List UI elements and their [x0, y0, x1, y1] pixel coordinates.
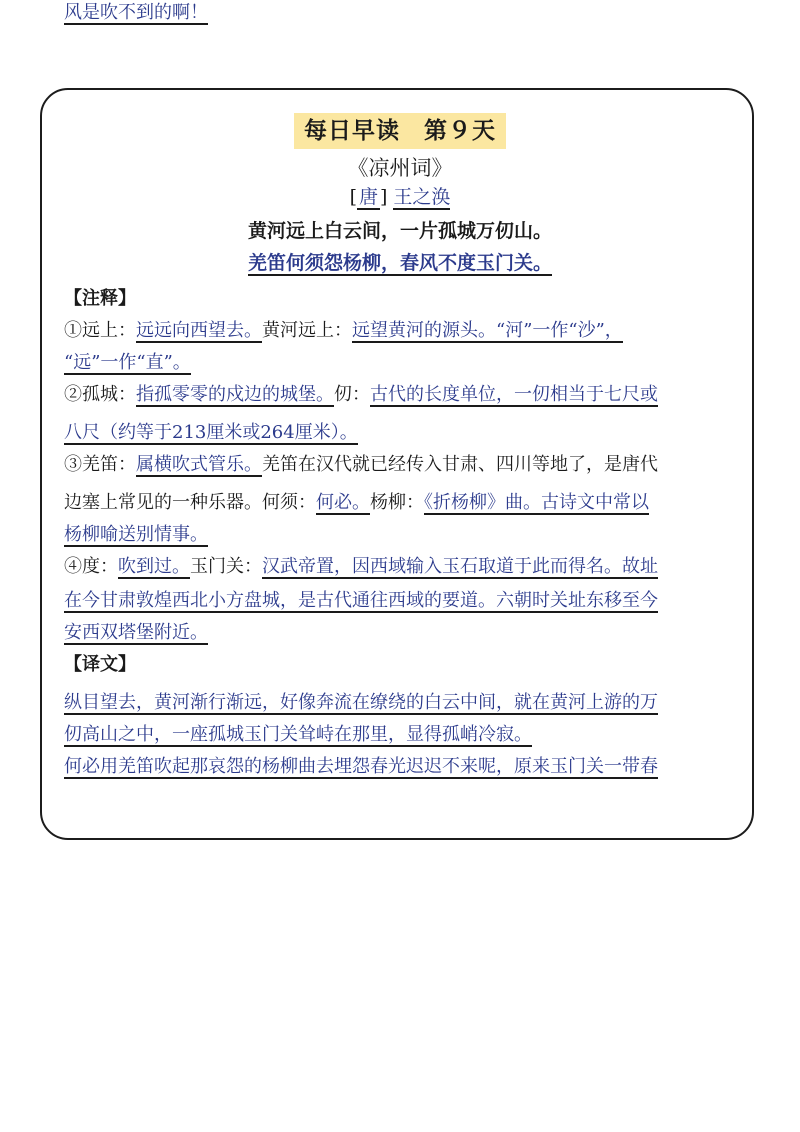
term-label: ①远上：	[64, 320, 136, 341]
verse-2-text: 羌笛何须怨杨柳，春风不度玉门关。	[247, 252, 552, 274]
explanation-text: 吹到过。	[118, 556, 190, 577]
explanation-text: 何必。	[316, 492, 370, 513]
term-label: ④度：	[64, 556, 118, 577]
note-2-line-2	[64, 420, 740, 446]
note-1-line-1	[64, 318, 740, 344]
term-label: 玉门关：	[190, 556, 262, 577]
explanation-text: 杨柳喻送别情事。	[64, 524, 208, 545]
explanation-text: 纵目望去，黄河渐行渐远，好像奔流在缭绕的白云中间，就在黄河上游的万	[64, 692, 658, 713]
term-label: 仞：	[334, 384, 370, 405]
author-name: 王之涣	[393, 186, 451, 208]
note-2-line-1	[64, 382, 740, 408]
term-label: ②孤城：	[64, 384, 136, 405]
note-4-line-2	[64, 588, 740, 614]
poem-title: 《凉州词》	[347, 156, 453, 180]
term-label: 杨柳：	[370, 492, 424, 513]
page-title: 每日早读 第９天	[294, 113, 506, 149]
note-3-line-1	[64, 452, 740, 478]
note-3-line-3	[64, 522, 740, 548]
notes-header: 【注释】	[64, 288, 136, 309]
explanation-text: 安西双塔堡附近。	[64, 622, 208, 643]
explanation-text: 风是吹不到的啊！	[64, 2, 208, 23]
title-block	[0, 113, 800, 149]
dynasty: 唐	[358, 186, 378, 208]
explanation-text: 《折杨柳》曲。古诗文中常以	[424, 492, 649, 513]
explanation-text: “远”一作“直”。	[64, 352, 191, 373]
explanation-text: 指孤零零的戍边的城堡。	[136, 384, 334, 405]
translation-1-line-1	[64, 690, 740, 716]
term-label: 黄河远上：	[262, 320, 352, 341]
translation-1-line-2	[64, 722, 740, 748]
term-label: 边塞上常见的一种乐器。何须：	[64, 492, 316, 513]
explanation-text: 何必用羌笛吹起那哀怨的杨柳曲去埋怨春光迟迟不来呢，原来玉门关一带春	[64, 756, 658, 777]
note-4-line-1	[64, 554, 740, 580]
note-1-line-2	[64, 350, 740, 376]
explanation-text: 远望黄河的源头。“河”一作“沙”，	[352, 320, 623, 341]
verse-2	[0, 250, 800, 276]
translation-2-line-2	[64, 0, 740, 26]
explanation-text: 仞高山之中，一座孤城玉门关耸峙在那里，显得孤峭冷寂。	[64, 724, 532, 745]
note-3-line-2	[64, 490, 740, 516]
author-line: [ 唐 ] 王之涣	[349, 186, 451, 208]
note-4-line-3	[64, 620, 740, 646]
term-label: 羌笛在汉代就已经传入甘肃、四川等地了，是唐代	[262, 454, 658, 475]
explanation-text: 八尺（约等于213厘米或264厘米）。	[64, 422, 358, 443]
explanation-text: 在今甘肃敦煌西北小方盘城，是古代通往西域的要道。六朝时关址东移至今	[64, 590, 658, 611]
verse-1: 黄河远上白云间，一片孤城万仞山。	[247, 220, 552, 242]
translation-header: 【译文】	[64, 654, 136, 675]
explanation-text: 汉武帝置，因西域输入玉石取道于此而得名。故址	[262, 556, 658, 577]
explanation-text: 属横吹式管乐。	[136, 454, 262, 475]
term-label: ③羌笛：	[64, 454, 136, 475]
explanation-text: 远远向西望去。	[136, 320, 262, 341]
explanation-text: 古代的长度单位，一仞相当于七尺或	[370, 384, 658, 405]
translation-2-line-1	[64, 754, 740, 780]
